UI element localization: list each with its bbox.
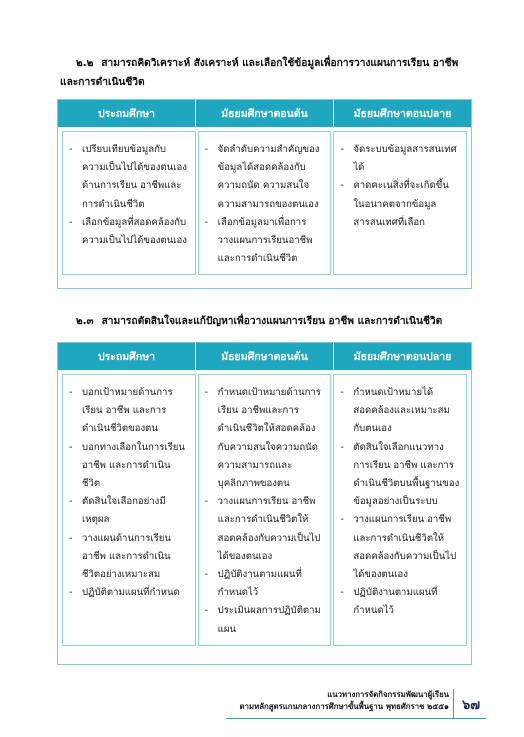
footer-line2: ตามหลักสูตรแกนกลางการศึกษาขั้นพื้นฐาน พุทธศักราช ๒๕๕๑ <box>239 702 449 711</box>
footer-divider <box>453 689 454 719</box>
list-item <box>69 530 189 585</box>
list-item-text: เลือกข้อมูลที่สอดคล้องกับความเป็นไปได้ของตนเอง <box>82 216 187 247</box>
table-cell <box>62 131 196 275</box>
list-item <box>69 384 189 439</box>
column-header: มัธยมศึกษาตอนปลาย <box>353 108 452 120</box>
list-item <box>69 141 189 214</box>
table-section-2-2 <box>57 99 472 289</box>
bullet-dash: - <box>340 180 344 192</box>
section-title-line1: สามารถคิดวิเคราะห์ สังเคราะห์ และเลือกใช้ข้อมูลเพื่อการวางแผนการเรียน อาชีพ <box>101 58 459 69</box>
bullet-dash: - <box>69 496 73 508</box>
bullet-dash: - <box>340 587 344 599</box>
list-item-text: วางแผนการเรียน อาชีพและการดำเนินชีวิตให้สอดคล้องกับความเป็นไปได้ของตนเอง <box>353 514 457 581</box>
list-item-text: บอกทางเลือกในการเรียน อาชีพ และการดำเนินชีวิต <box>82 441 185 490</box>
footer-text <box>240 689 450 713</box>
section-2-2-heading <box>60 54 480 92</box>
bullet-dash: - <box>204 387 209 398</box>
section-number: ๒.๒ <box>76 58 94 69</box>
list-item <box>205 602 325 638</box>
bullet-dash: - <box>69 441 73 453</box>
bullet-dash: - <box>69 387 73 398</box>
page-number: ๖๗ <box>462 698 481 713</box>
list-item-text: คาดคะเนสิ่งที่จะเกิดขึ้นในอนาคตจากข้อมูลสารสนเทศที่เลือก <box>353 180 449 228</box>
table-header-row <box>58 343 471 370</box>
list-item-text: ปฏิบัติงานตามแผนที่กำหนดไว้ <box>217 569 302 599</box>
list-item <box>69 493 189 529</box>
column-header: มัธยมศึกษาตอนต้น <box>196 100 334 127</box>
list-item-text: ตัดสินใจเลือกอย่างมีเหตุผล <box>82 496 166 526</box>
list-item <box>205 493 325 566</box>
bullet-dash: - <box>204 216 209 228</box>
section-title-line2: และการดำเนินชีวิต <box>60 77 145 88</box>
table-header-row <box>58 100 471 127</box>
list-item-text: ประเมินผลการปฏิบัติตามแผน <box>217 605 321 635</box>
column-header: ประถมศึกษา <box>58 343 196 370</box>
section-number: ๒.๓ <box>76 316 94 327</box>
list-item <box>340 439 460 512</box>
list-item-text: จัดลำดับความสำคัญของข้อมูลได้สอดคล้องกับความถนัด ความสนใจความสามารถของตนเอง <box>217 144 320 210</box>
list-item-text: ปฏิบัติงานตามแผนที่กำหนดไว้ <box>353 587 438 617</box>
section-title-line1: สามารถตัดสินใจและแก้ปัญหาเพื่อวางแผนการเรียน อาชีพ และการดำเนินชีวิต <box>101 316 443 327</box>
bullet-dash: - <box>69 144 73 155</box>
list-item-text: ตัดสินใจเลือกแนวทางการเรียน อาชีพ และการดำเนินชีวิตบนพื้นฐานของข้อมูลอย่างเป็นระบบ <box>353 441 460 508</box>
list-item-text: กำหนดเป้าหมายได้สอดคล้องและเหมาะสมกับตนเอง <box>353 387 450 435</box>
list-item <box>205 214 325 269</box>
list-item <box>340 584 460 620</box>
table-cell <box>62 374 196 646</box>
footer-rule <box>226 718 486 719</box>
bullet-dash: - <box>340 144 344 155</box>
bullet-dash: - <box>204 144 209 155</box>
table-body-row <box>58 127 471 279</box>
table-cell <box>333 374 467 646</box>
column-header: มัธยมศึกษาตอนต้น <box>196 343 334 370</box>
bullet-dash: - <box>340 441 344 453</box>
list-item <box>205 566 325 602</box>
list-item-text: จัดระบบข้อมูลสารสนเทศได้ <box>353 144 457 174</box>
column-header: มัธยมศึกษาตอนปลาย <box>353 351 452 363</box>
table-cell <box>198 374 332 646</box>
bullet-dash: - <box>204 569 209 581</box>
list-item <box>340 177 460 232</box>
list-item-text: กำหนดเป้าหมายด้านการเรียน อาชีพและการดำเนินชีวิตให้สอดคล้องกับความสนใจความถนัด ความสามารถและบุคลิกภาพของตน <box>217 387 321 490</box>
list-item-text: วางแผนการเรียน อาชีพและการดำเนินชีวิตให้สอดคล้องกับความเป็นไปได้ของตนเอง <box>217 496 321 562</box>
bullet-dash: - <box>204 496 209 508</box>
column-header: ประถมศึกษา <box>58 100 196 127</box>
list-item <box>205 384 325 493</box>
table-body-row <box>58 370 471 650</box>
table-section-2-3 <box>57 342 472 665</box>
list-item <box>340 511 460 584</box>
bullet-dash: - <box>69 216 73 228</box>
table-cell <box>333 131 467 275</box>
list-item-text: เปรียบเทียบข้อมูลกับความเป็นไปได้ของตนเองด้านการเรียน อาชีพและการดำเนินชีวิต <box>82 144 187 210</box>
section-2-3-heading <box>60 312 480 331</box>
list-item <box>340 141 460 177</box>
list-item <box>69 584 189 602</box>
bullet-dash: - <box>340 514 344 526</box>
table-cell <box>198 131 332 275</box>
list-item-text: ปฏิบัติตามแผนที่กำหนด <box>82 587 180 599</box>
list-item-text: วางแผนด้านการเรียน อาชีพ และการดำเนินชีวิตอย่างเหมาะสม <box>82 532 171 581</box>
list-item <box>205 141 325 214</box>
list-item <box>69 214 189 250</box>
footer-line1: แนวทางการจัดกิจกรรมพัฒนาผู้เรียน <box>327 690 449 699</box>
list-item-text: บอกเป้าหมายด้านการเรียน อาชีพ และการดำเนินชีวิตของตน <box>82 387 173 435</box>
bullet-dash: - <box>69 587 73 599</box>
bullet-dash: - <box>69 532 73 544</box>
list-item-text: เลือกข้อมูลมาเพื่อการวางแผนการเรียนอาชีพและการดำเนินชีวิต <box>217 216 313 265</box>
bullet-dash: - <box>204 605 209 617</box>
bullet-dash: - <box>340 387 344 398</box>
list-item <box>69 439 189 494</box>
list-item <box>340 384 460 439</box>
